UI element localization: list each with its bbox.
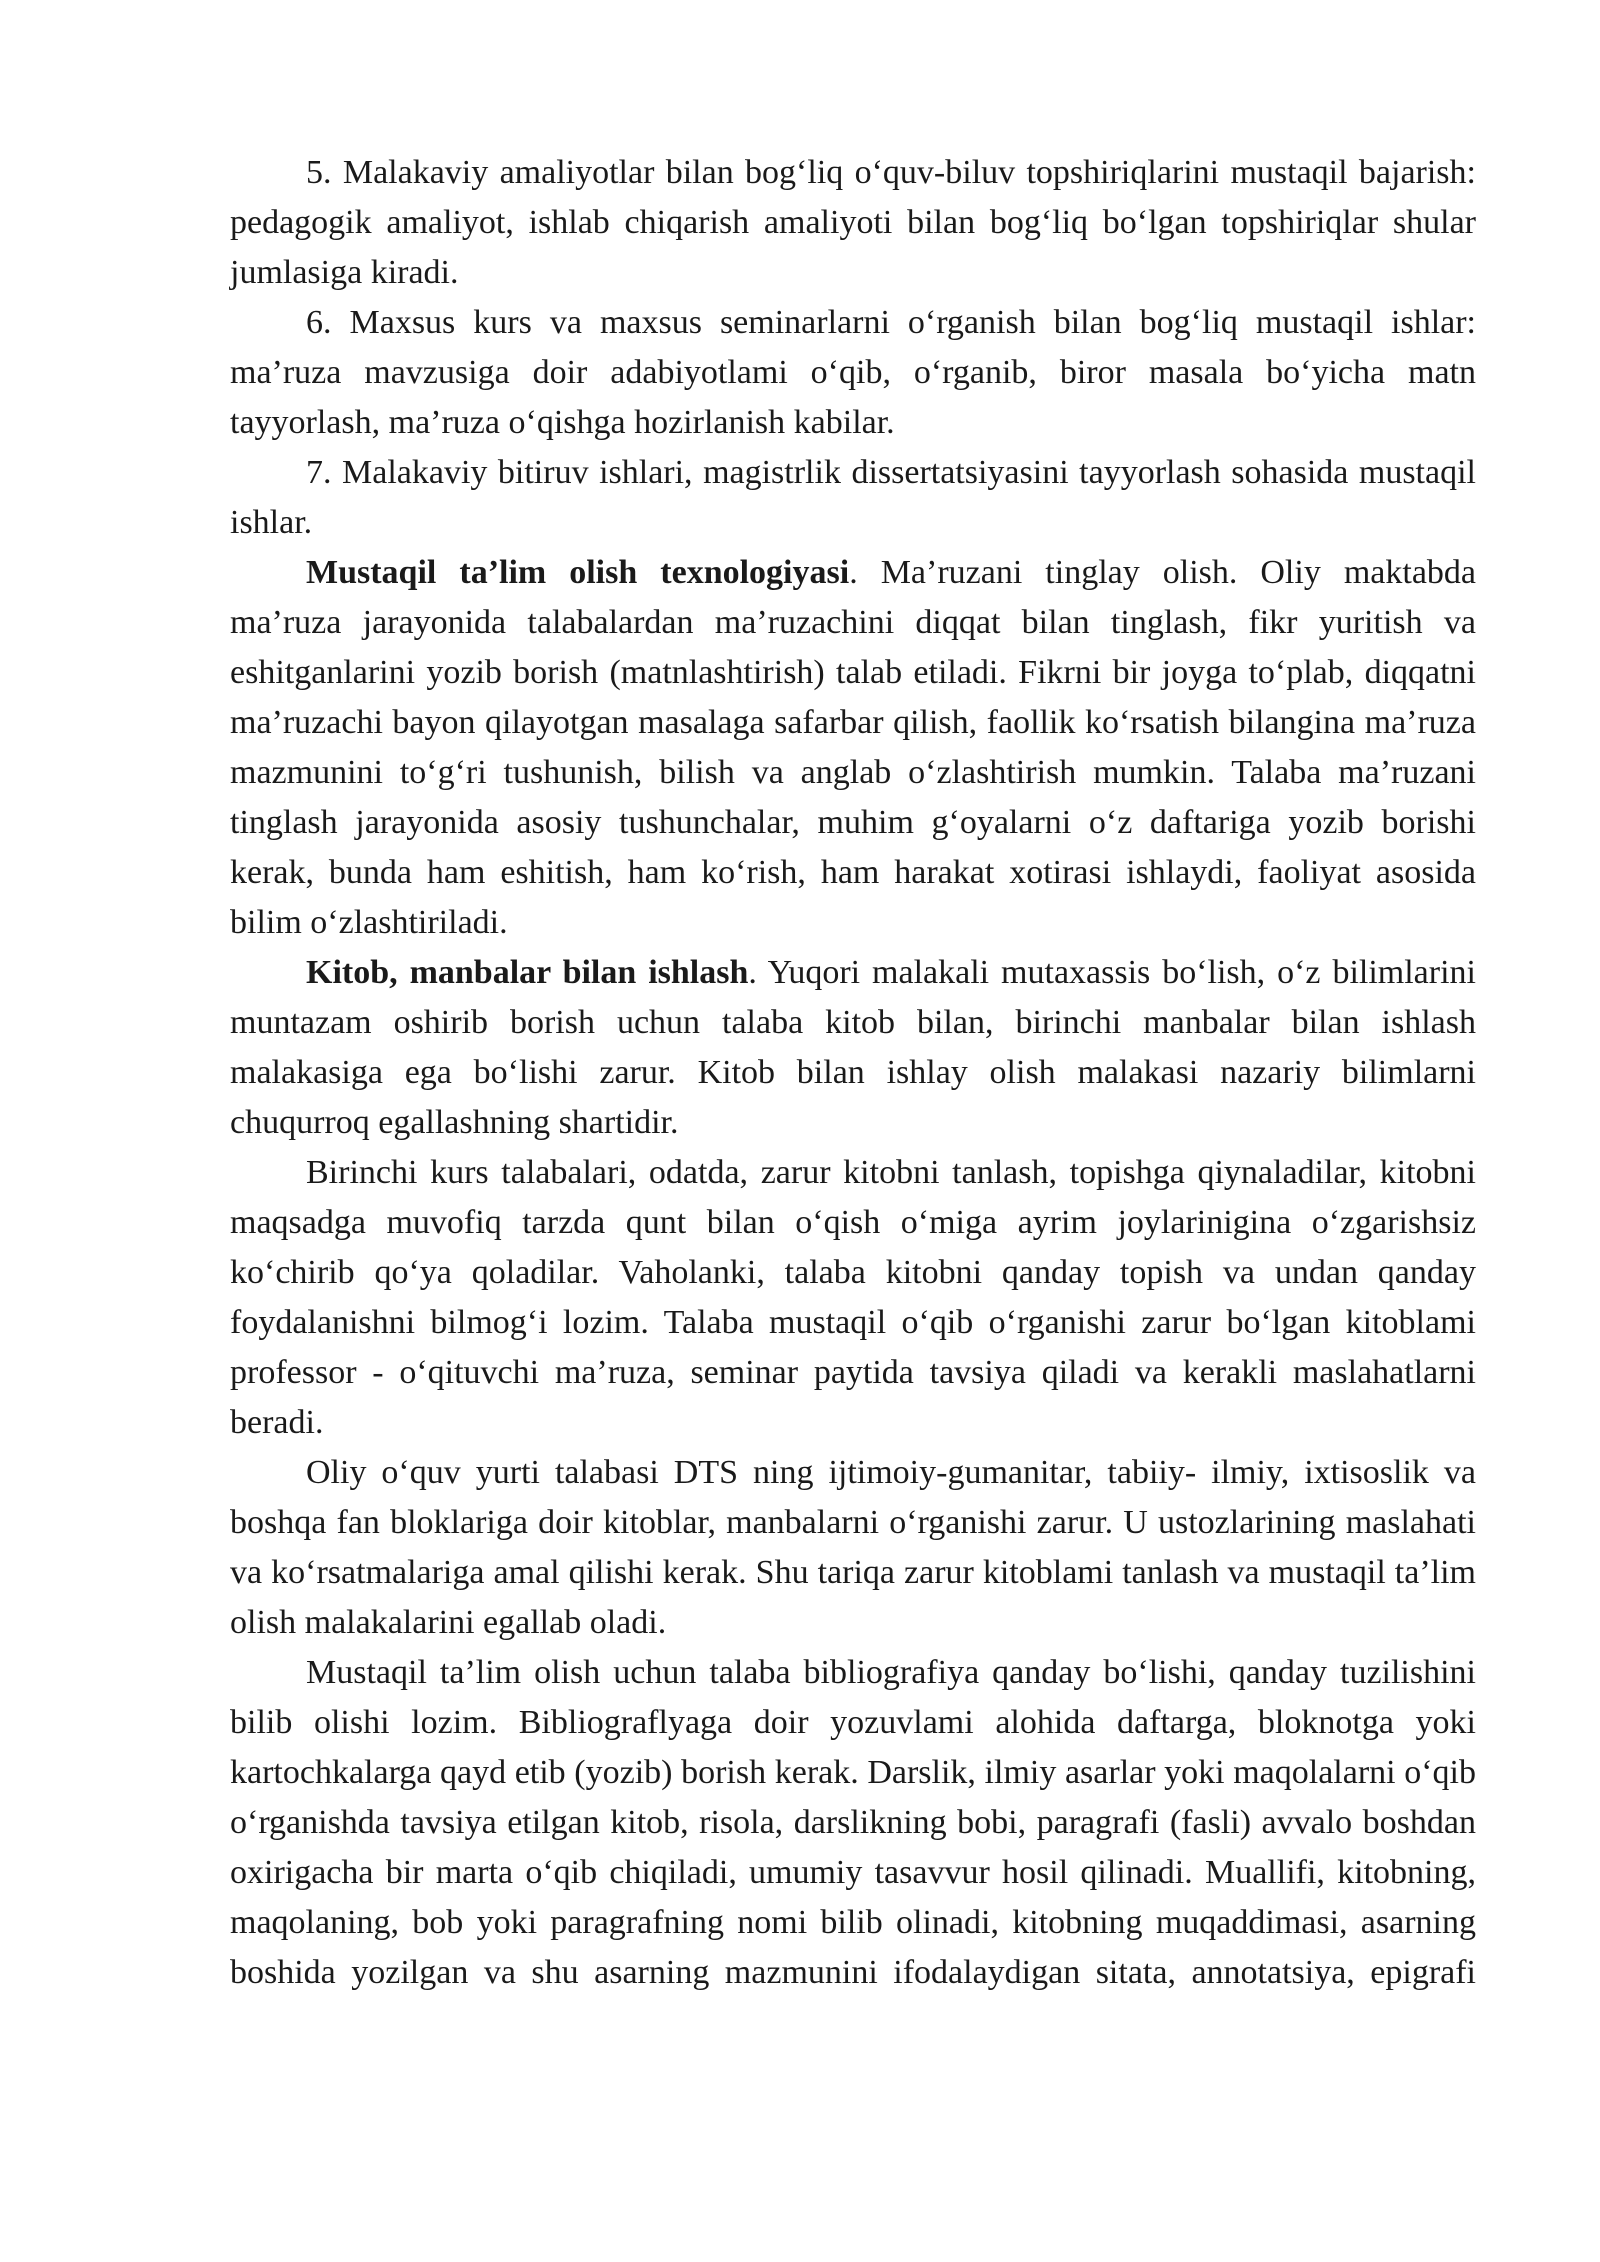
paragraph-text: 5. Malakaviy amaliyotlar bilan bog‘liq o‘quv-biluv topshiriqlarini mustaqil bajarish: pedagogik amaliyot, ishlab chiqarish amaliyoti bilan bog‘liq bo‘lgan topshiriqlar shular jumlasiga kiradi.: [230, 154, 1476, 291]
paragraph-heading-bold: Mustaqil ta’lim olish texnologiyasi: [306, 554, 850, 591]
paragraph-item-7: [230, 448, 1476, 548]
paragraph-text: Mustaqil ta’lim olish uchun talaba bibliografiya qanday bo‘lishi, qanday tuzilishini bilib olishi lozim. Bibliograflyaga doir yozuvlami alohida daftarga, bloknotga yoki kartochkalarga qayd etib (yozib) borish kerak. Darslik, ilmiy asarlar yoki maqolalarni o‘qib o‘rganishda tavsiya etilgan kitob, risola, darslikning bobi, paragrafi (fasli) avvalo boshdan oxirigacha bir marta o‘qib chiqiladi, umumiy tasavvur hosil qilinadi. Muallifi, kitobning, maqolaning, bob yoki paragrafning nomi bilib olinadi, kitobning muqaddimasi, asarning boshida yozilgan va shu asarning mazmunini ifodalaydigan sitata, annotatsiya, epigrafi: [230, 1654, 1476, 1991]
paragraph-text: 7. Malakaviy bitiruv ishlari, magistrlik dissertatsiyasini tayyorlash sohasida mustaqil ishlar.: [230, 454, 1476, 541]
paragraph-self-study-technology: [230, 548, 1476, 948]
paragraph-item-5: [230, 148, 1476, 298]
paragraph-text: . Ma’ruzani tinglay olish. Oliy maktabda ma’ruza jarayonida talabalardan ma’ruzachini diqqat bilan tinglash, fikr yuritish va eshitganlarini yozib borish (matnlashtirish) talab etiladi. Fikrni bir joyga to‘plab, diqqatni ma’ruzachi bayon qilayotgan masalaga safarbar qilish, faollik ko‘rsatish bilangina ma’ruza mazmunini to‘g‘ri tushunish, bilish va anglab o‘zlashtirish mumkin. Talaba ma’ruzani tinglash jarayonida asosiy tushunchalar, muhim g‘oyalarni o‘z daftariga yozib borishi kerak, bunda ham eshitish, ham ko‘rish, ham harakat xotirasi ishlaydi, faoliyat asosida bilim o‘zlashtiriladi.: [230, 554, 1477, 941]
paragraph-first-year-students: [230, 1148, 1476, 1448]
paragraph-dts-blocks: [230, 1448, 1476, 1648]
paragraph-item-6: [230, 298, 1476, 448]
paragraph-bibliography: [230, 1648, 1476, 1998]
paragraph-working-with-books: [230, 948, 1476, 1148]
paragraph-text: . Yuqori malakali mutaxassis bo‘lish, o‘z bilimlarini muntazam oshirib borish uchun talaba kitob bilan, birinchi manbalar bilan ishlash malakasiga ega bo‘lishi zarur. Kitob bilan ishlay olish malakasi nazariy bilimlarni chuqurroq egallashning shartidir.: [230, 954, 1476, 1141]
paragraph-text: Birinchi kurs talabalari, odatda, zarur kitobni tanlash, topishga qiynaladilar, kitobni maqsadga muvofiq tarzda qunt bilan o‘qish o‘miga ayrim joylarinigina o‘zgarishsiz ko‘chirib qo‘ya qoladilar. Vaholanki, talaba kitobni qanday topish va undan qanday foydalanishni bilmog‘i lozim. Talaba mustaqil o‘qib o‘rganishi zarur bo‘lgan kitoblami professor - o‘qituvchi ma’ruza, seminar paytida tavsiya qiladi va kerakli maslahatlarni beradi.: [230, 1154, 1476, 1441]
document-page: [230, 148, 1476, 1998]
paragraph-text: Oliy o‘quv yurti talabasi DTS ning ijtimoiy-gumanitar, tabiiy- ilmiy, ixtisoslik va boshqa fan bloklariga doir kitoblar, manbalarni o‘rganishi zarur. U ustozlarining maslahati va ko‘rsatmalariga amal qilishi kerak. Shu tariqa zarur kitoblami tanlash va mustaqil ta’lim olish malakalarini egallab oladi.: [230, 1454, 1476, 1641]
paragraph-text: 6. Maxsus kurs va maxsus seminarlarni o‘rganish bilan bog‘liq mustaqil ishlar: ma’ruza mavzusiga doir adabiyotlami o‘qib, o‘rganib, biror masala bo‘yicha matn tayyorlash, ma’ruza o‘qishga hozirlanish kabilar.: [230, 304, 1476, 441]
paragraph-heading-bold: Kitob, manbalar bilan ishlash: [306, 954, 749, 991]
